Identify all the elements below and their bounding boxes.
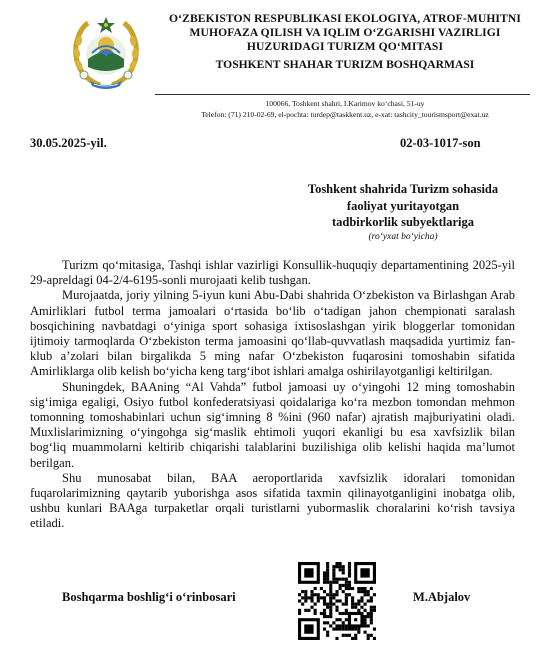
letter-number: 02-03-1017-son (400, 136, 481, 150)
department-name: TOSHKENT SHAHAR TURIZM BOSHQARMASI (215, 58, 475, 71)
paragraph-1: Turizm qo‘mitasiga, Tashqi ishlar vazirligi Konsullik-huquqiy departamentining 2025-yil 29-apreldagi 04-2/4-6195-sonli murojaati kelib tushgan. (30, 258, 515, 288)
organization-header (150, 12, 539, 72)
paragraph-4: Shu munosabat bilan, BAA aeroportlarida xavfsizlik idoralari tomonidan fuqarolarimizning qaytarib yuborishga asos sifatida taxmin qilinayotganligini inobatga olib, ushbu kunlari BAAga turpaketlar orqali turistlarni yubormaslik choralarini ko‘rish tavsiya etiladi. (30, 470, 515, 531)
org-name-line-1: O‘ZBEKISTON RESPUBLIKASI EKOLOGIYA, ATROF-MUHITNI (169, 12, 521, 25)
recipient-line-2: faoliyat yuritayotgan (346, 198, 460, 213)
signer-name: M.Abjalov (413, 590, 471, 604)
contacts-line: Telefon: (71) 210-02-69, el-pochta: turdep@taskkent.uz, e-xat: tashcity_tourismsport@exat.uz (201, 110, 489, 119)
address-block (150, 98, 539, 120)
address-line: 100066, Toshkent shahri, I.Karimov ko‘chasi, 51-uy (265, 99, 425, 108)
letter-date: 30.05.2025-yil. (30, 136, 107, 150)
qr-code-icon (298, 562, 376, 640)
recipient-block (298, 181, 508, 243)
recipient-note: (ro‘yxat bo‘yicha) (368, 231, 438, 242)
paragraph-3: Shuningdek, BAAning “Al Vahda” futbol jamoasi uy o‘yingohi 12 ming tomoshabin sig‘imiga egaligi, Osiyo futbol konfederatsiyasi qoidalariga ko‘ra mezbon tomondan mehmon tomonning tomoshabinlari uchun sig‘imning 8 %ini (960 nafar) ajratish majburiyatini oladi. Muxlislarimizning o‘yingohga sig‘maslik ehtimoli yuqori ekanligi bu esa xavfsizlik bilan bog‘liq muammolarni keltirib chiqarishi talablarini buzilishiga olib kelishi haqida ma’lumot berilgan. (30, 379, 515, 470)
org-name-line-2: MUHOFAZA QILISH VA IQLIM O‘ZGARISHI VAZIRLIGI (189, 26, 501, 39)
paragraph-2: Murojaatda, joriy yilning 5-iyun kuni Abu-Dabi shahrida O‘zbekiston va Birlashgan Arab Amirliklari futbol terma jamoalari o‘rtasida bo‘lib o‘tadigan jahon chempionati saralash bosqichining navbatdagi o‘yiniga sport sohasiga ixtisoslashgan yirik bloggerlar tomonidan ijtimoiy tarmoqlarda O‘zbekiston terma jamoasini qo‘llab-quvvatlash maqsadida yurtimiz fan-klub a’zolari bilan birgalikda 5 ming nafar O‘zbekiston fuqarosini tomoshabin sifatida Amirliklarga olib kelish bo‘yicha keng targ‘ibot ishlari amalga oshirilayotganligi keltirilgan. (30, 288, 515, 379)
letter-body (30, 258, 515, 532)
recipient-line-1: Toshkent shahrida Turizm sohasida (307, 182, 499, 196)
header-divider (155, 94, 530, 95)
state-emblem-icon (70, 15, 142, 91)
signer-position: Boshqarma boshlig‘i o‘rinbosari (62, 590, 236, 604)
org-name-line-3: HUZURIDAGI TURIZM QO‘MITASI (246, 40, 444, 53)
recipient-line-3: tadbirkorlik subyektlariga (331, 215, 475, 229)
